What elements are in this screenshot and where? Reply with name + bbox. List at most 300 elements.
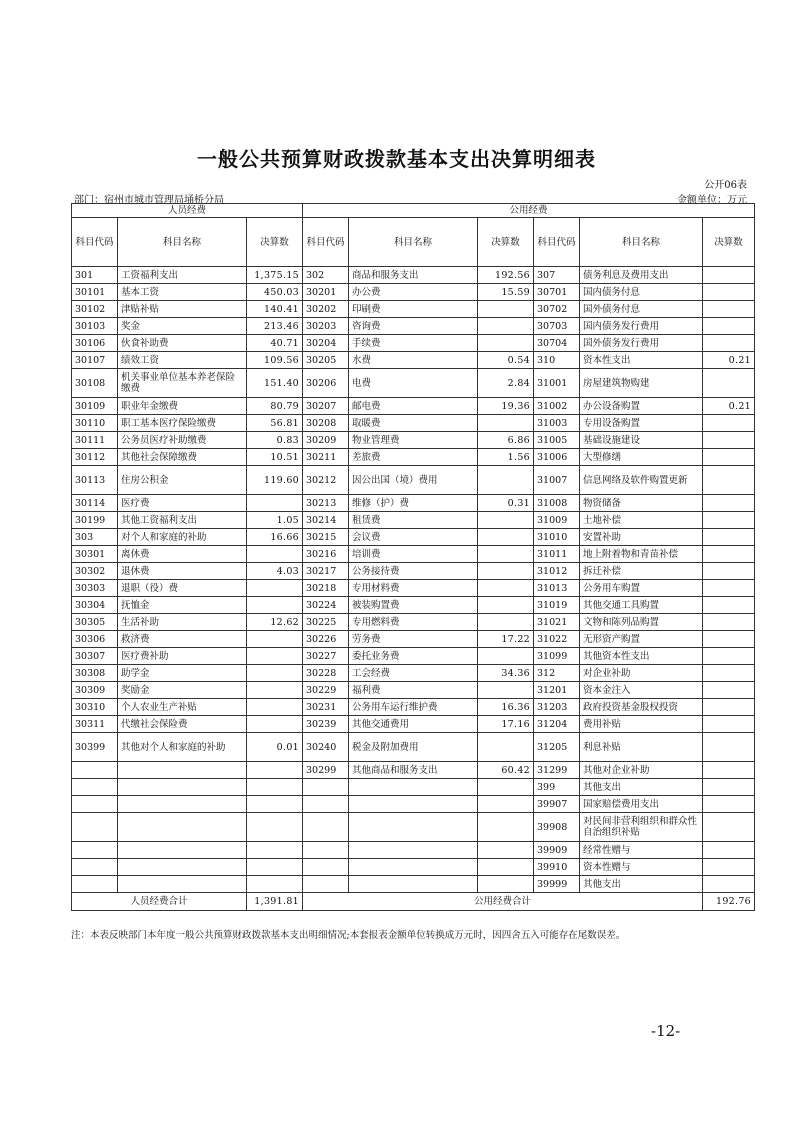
total-personnel-label: 人员经费合计 [72, 893, 247, 911]
subject-name: 大型修缮 [580, 449, 703, 466]
amount-value [247, 876, 303, 893]
subject-name: 信息网络及软件购置更新 [580, 466, 703, 495]
subject-name: 维修（护）费 [349, 495, 478, 512]
subject-code: 30204 [303, 335, 349, 352]
amount-value [247, 859, 303, 876]
subject-code: 30211 [303, 449, 349, 466]
amount-value [703, 318, 755, 335]
amount-value [703, 495, 755, 512]
subject-name: 公务接待费 [349, 563, 478, 580]
subject-name: 职业年金缴费 [118, 398, 247, 415]
amount-value: 40.71 [247, 335, 303, 352]
subject-name: 抚恤金 [118, 597, 247, 614]
amount-value: 2.84 [478, 369, 534, 398]
subject-name: 对企业补助 [580, 665, 703, 682]
subject-name: 退休费 [118, 563, 247, 580]
subject-code: 30103 [72, 318, 118, 335]
subject-name [349, 796, 478, 813]
subject-name: 国外债务发行费用 [580, 335, 703, 352]
subject-code: 30110 [72, 415, 118, 432]
subject-name: 国内债务付息 [580, 284, 703, 301]
amount-value [247, 682, 303, 699]
amount-value [703, 733, 755, 762]
subject-code: 30107 [72, 352, 118, 369]
subject-code: 31010 [534, 529, 580, 546]
subject-name: 基本工资 [118, 284, 247, 301]
subject-code: 30228 [303, 665, 349, 682]
amount-value: 192.56 [478, 267, 534, 284]
amount-value [703, 648, 755, 665]
amount-value [703, 580, 755, 597]
amount-value [703, 301, 755, 318]
amount-value: 15.59 [478, 284, 534, 301]
subject-name: 福利费 [349, 682, 478, 699]
subject-name: 债务利息及费用支出 [580, 267, 703, 284]
subject-code: 31299 [534, 762, 580, 779]
amount-value: 119.60 [247, 466, 303, 495]
subject-name: 租赁费 [349, 512, 478, 529]
subject-name: 奖金 [118, 318, 247, 335]
col-amount-header: 决算数 [247, 218, 303, 267]
table-row [72, 398, 755, 415]
amount-value [703, 449, 755, 466]
subject-name: 文物和陈列品购置 [580, 614, 703, 631]
subject-code: 30305 [72, 614, 118, 631]
subject-name: 公务员医疗补助缴费 [118, 432, 247, 449]
amount-value [247, 648, 303, 665]
amount-value [478, 563, 534, 580]
subject-code: 30225 [303, 614, 349, 631]
amount-value [703, 716, 755, 733]
subject-name [349, 813, 478, 842]
subject-code: 30240 [303, 733, 349, 762]
amount-value [703, 563, 755, 580]
amount-value: 0.54 [478, 352, 534, 369]
page-title: 一般公共预算财政拨款基本支出决算明细表 [197, 147, 596, 171]
subject-name: 退职（役）费 [118, 580, 247, 597]
amount-value: 16.66 [247, 529, 303, 546]
subject-name: 伙食补助费 [118, 335, 247, 352]
table-row [72, 580, 755, 597]
amount-value: 0.83 [247, 432, 303, 449]
amount-value [247, 842, 303, 859]
subject-name [118, 842, 247, 859]
amount-value: 80.79 [247, 398, 303, 415]
amount-value: 12.62 [247, 614, 303, 631]
subject-name: 拆迁补偿 [580, 563, 703, 580]
amount-value [247, 495, 303, 512]
subject-code [72, 762, 118, 779]
subject-code: 30214 [303, 512, 349, 529]
amount-value [703, 762, 755, 779]
subject-name: 费用补贴 [580, 716, 703, 733]
subject-name: 水费 [349, 352, 478, 369]
subject-name: 委托业务费 [349, 648, 478, 665]
amount-value [247, 796, 303, 813]
subject-code: 39907 [534, 796, 580, 813]
subject-code: 30306 [72, 631, 118, 648]
amount-value [703, 665, 755, 682]
col-code-header: 科目代码 [534, 218, 580, 267]
table-row [72, 415, 755, 432]
table-row [72, 318, 755, 335]
subject-code: 31203 [534, 699, 580, 716]
subject-name: 工资福利支出 [118, 267, 247, 284]
subject-name: 其他交通工具购置 [580, 597, 703, 614]
subject-code: 30308 [72, 665, 118, 682]
subject-name: 资本金注入 [580, 682, 703, 699]
subject-code: 31022 [534, 631, 580, 648]
subject-code: 30311 [72, 716, 118, 733]
amount-value [703, 432, 755, 449]
table-row [72, 796, 755, 813]
subject-code: 31002 [534, 398, 580, 415]
table-row [72, 716, 755, 733]
col-code-header: 科目代码 [303, 218, 349, 267]
subject-code: 30299 [303, 762, 349, 779]
subject-name: 经常性赠与 [580, 842, 703, 859]
subject-name [118, 779, 247, 796]
subject-name [118, 813, 247, 842]
subject-code: 31001 [534, 369, 580, 398]
subject-code: 31005 [534, 432, 580, 449]
subject-code: 30208 [303, 415, 349, 432]
subject-code: 30229 [303, 682, 349, 699]
subject-name: 代缴社会保险费 [118, 716, 247, 733]
subject-name: 办公设备购置 [580, 398, 703, 415]
subject-code: 31009 [534, 512, 580, 529]
table-row [72, 284, 755, 301]
subject-name: 无形资产购置 [580, 631, 703, 648]
subject-code: 30227 [303, 648, 349, 665]
subject-name: 利息补贴 [580, 733, 703, 762]
subject-name: 差旅费 [349, 449, 478, 466]
table-row [72, 301, 755, 318]
subject-code: 30199 [72, 512, 118, 529]
subject-code: 30106 [72, 335, 118, 352]
subject-name: 工会经费 [349, 665, 478, 682]
subject-code: 30302 [72, 563, 118, 580]
amount-value [247, 699, 303, 716]
department-label: 部门：宿州市城市管理局埇桥分局 [74, 195, 224, 206]
amount-value [703, 529, 755, 546]
table-row [72, 859, 755, 876]
subject-name: 其他对个人和家庭的补助 [118, 733, 247, 762]
subject-name: 机关事业单位基本养老保险缴费 [118, 369, 247, 398]
table-row [72, 466, 755, 495]
subject-code [303, 859, 349, 876]
table-row [72, 369, 755, 398]
subject-code: 30702 [534, 301, 580, 318]
amount-value: 56.81 [247, 415, 303, 432]
amount-value: 151.40 [247, 369, 303, 398]
amount-value [478, 779, 534, 796]
subject-name: 专用材料费 [349, 580, 478, 597]
amount-value [478, 546, 534, 563]
subject-name: 津贴补贴 [118, 301, 247, 318]
subject-code: 39999 [534, 876, 580, 893]
amount-value [247, 665, 303, 682]
amount-value [478, 529, 534, 546]
subject-code: 39908 [534, 813, 580, 842]
subject-code: 31011 [534, 546, 580, 563]
subject-name: 其他支出 [580, 876, 703, 893]
subject-code: 30303 [72, 580, 118, 597]
subject-code: 30112 [72, 449, 118, 466]
subject-code: 31204 [534, 716, 580, 733]
subject-code [72, 859, 118, 876]
amount-value [703, 335, 755, 352]
col-name-header: 科目名称 [580, 218, 703, 267]
table-row [72, 495, 755, 512]
subject-name: 医疗费 [118, 495, 247, 512]
subject-code: 31006 [534, 449, 580, 466]
subject-name [349, 876, 478, 893]
subject-code: 30239 [303, 716, 349, 733]
amount-value [478, 859, 534, 876]
subject-name: 安置补助 [580, 529, 703, 546]
table-row [72, 842, 755, 859]
col-name-header: 科目名称 [118, 218, 247, 267]
amount-value [478, 580, 534, 597]
amount-value: 1.56 [478, 449, 534, 466]
subject-name: 因公出国（境）费用 [349, 466, 478, 495]
subject-name [118, 859, 247, 876]
subject-code: 30102 [72, 301, 118, 318]
table-row [72, 546, 755, 563]
subject-code: 31019 [534, 597, 580, 614]
subject-name [349, 859, 478, 876]
subject-name: 公务用车运行维护费 [349, 699, 478, 716]
amount-value [703, 284, 755, 301]
amount-value [247, 813, 303, 842]
subject-name: 基础设施建设 [580, 432, 703, 449]
amount-value: 60.42 [478, 762, 534, 779]
subject-name: 国内债务发行费用 [580, 318, 703, 335]
subject-code [72, 842, 118, 859]
subject-name: 绩效工资 [118, 352, 247, 369]
subject-code: 30231 [303, 699, 349, 716]
amount-value [478, 614, 534, 631]
amount-value: 34.36 [478, 665, 534, 682]
amount-value [247, 580, 303, 597]
amount-value: 0.01 [247, 733, 303, 762]
subject-name: 职工基本医疗保险缴费 [118, 415, 247, 432]
subject-code: 30113 [72, 466, 118, 495]
subject-code [303, 876, 349, 893]
subject-code: 30202 [303, 301, 349, 318]
amount-value: 450.03 [247, 284, 303, 301]
table-row [72, 597, 755, 614]
subject-name: 住房公积金 [118, 466, 247, 495]
subject-name: 电费 [349, 369, 478, 398]
table-row [72, 648, 755, 665]
subject-name: 其他支出 [580, 779, 703, 796]
subject-code: 30218 [303, 580, 349, 597]
subject-name: 奖励金 [118, 682, 247, 699]
subject-name: 商品和服务支出 [349, 267, 478, 284]
subject-name: 医疗费补助 [118, 648, 247, 665]
subject-code: 31099 [534, 648, 580, 665]
subject-code [72, 796, 118, 813]
amount-value [478, 318, 534, 335]
amount-value [247, 716, 303, 733]
subject-code: 399 [534, 779, 580, 796]
amount-value [478, 876, 534, 893]
subject-name: 取暖费 [349, 415, 478, 432]
amount-value: 0.21 [703, 352, 755, 369]
subject-name: 劳务费 [349, 631, 478, 648]
subject-code: 31007 [534, 466, 580, 495]
subject-code: 30701 [534, 284, 580, 301]
subject-name: 土地补偿 [580, 512, 703, 529]
amount-value [703, 876, 755, 893]
footnote: 注：本表反映部门本年度一般公共预算财政拨款基本支出明细情况;本套报表金额单位转换成万元时，因四舍五入可能存在尾数误差。 [71, 930, 626, 941]
amount-value [703, 512, 755, 529]
table-row [72, 876, 755, 893]
subject-name: 对民间非营利组织和群众性自治组织补贴 [580, 813, 703, 842]
table-row [72, 267, 755, 284]
amount-value [478, 813, 534, 842]
table-row [72, 631, 755, 648]
amount-value [703, 369, 755, 398]
subject-name: 被装购置费 [349, 597, 478, 614]
subject-code: 303 [72, 529, 118, 546]
subject-code: 31003 [534, 415, 580, 432]
amount-value: 17.22 [478, 631, 534, 648]
amount-value [478, 415, 534, 432]
subject-code: 30399 [72, 733, 118, 762]
amount-value [703, 699, 755, 716]
subject-name [118, 876, 247, 893]
subject-name: 专用燃料费 [349, 614, 478, 631]
expenditure-table [71, 203, 755, 911]
subject-name [118, 796, 247, 813]
subject-name: 印刷费 [349, 301, 478, 318]
subject-code: 30304 [72, 597, 118, 614]
amount-value: 1.05 [247, 512, 303, 529]
amount-value [703, 546, 755, 563]
amount-value: 17.16 [478, 716, 534, 733]
subject-name [118, 762, 247, 779]
subject-name: 助学金 [118, 665, 247, 682]
subject-name: 其他社会保障缴费 [118, 449, 247, 466]
subject-code: 30108 [72, 369, 118, 398]
subject-code [72, 876, 118, 893]
subject-name: 离休费 [118, 546, 247, 563]
total-personnel-value: 1,391.81 [247, 893, 303, 911]
subject-code: 31008 [534, 495, 580, 512]
subject-code: 31013 [534, 580, 580, 597]
table-row [72, 665, 755, 682]
amount-value [478, 597, 534, 614]
form-number: 公开06表 [704, 180, 747, 191]
table-row [72, 813, 755, 842]
subject-code: 30212 [303, 466, 349, 495]
col-name-header: 科目名称 [349, 218, 478, 267]
subject-code: 30217 [303, 563, 349, 580]
amount-value [703, 796, 755, 813]
subject-name: 其他交通费用 [349, 716, 478, 733]
amount-value [703, 614, 755, 631]
subject-name: 办公费 [349, 284, 478, 301]
section-personnel: 人员经费 [72, 204, 303, 218]
table-row [72, 352, 755, 369]
subject-name: 地上附着物和青苗补偿 [580, 546, 703, 563]
table-row [72, 762, 755, 779]
table-row [72, 432, 755, 449]
total-public-value: 192.76 [703, 893, 755, 911]
table-row [72, 614, 755, 631]
amount-value [478, 512, 534, 529]
subject-name: 税金及附加费用 [349, 733, 478, 762]
amount-value [247, 597, 303, 614]
subject-code [303, 779, 349, 796]
subject-code: 30307 [72, 648, 118, 665]
subject-code: 30209 [303, 432, 349, 449]
amount-value: 0.31 [478, 495, 534, 512]
subject-code: 39909 [534, 842, 580, 859]
table-row [72, 512, 755, 529]
subject-name: 国外债务付息 [580, 301, 703, 318]
subject-name: 生活补助 [118, 614, 247, 631]
amount-value [703, 842, 755, 859]
amount-value [703, 415, 755, 432]
subject-code: 30309 [72, 682, 118, 699]
subject-name: 公务用车购置 [580, 580, 703, 597]
subject-name: 国家赔偿费用支出 [580, 796, 703, 813]
subject-name: 其他工资福利支出 [118, 512, 247, 529]
subject-code: 30203 [303, 318, 349, 335]
subject-name: 房屋建筑物购建 [580, 369, 703, 398]
subject-name: 其他资本性支出 [580, 648, 703, 665]
amount-value: 16.36 [478, 699, 534, 716]
subject-code: 312 [534, 665, 580, 682]
subject-name: 物业管理费 [349, 432, 478, 449]
subject-code: 30226 [303, 631, 349, 648]
subject-code: 30111 [72, 432, 118, 449]
subject-code: 30109 [72, 398, 118, 415]
subject-code: 39910 [534, 859, 580, 876]
amount-value [478, 842, 534, 859]
subject-name: 咨询费 [349, 318, 478, 335]
col-amount-header: 决算数 [703, 218, 755, 267]
subject-code: 30301 [72, 546, 118, 563]
section-header-row [72, 204, 755, 218]
subject-code: 30101 [72, 284, 118, 301]
amount-value [703, 267, 755, 284]
col-amount-header: 决算数 [478, 218, 534, 267]
subject-name: 政府投资基金股权投资 [580, 699, 703, 716]
subject-code: 30310 [72, 699, 118, 716]
subject-name [349, 779, 478, 796]
column-header-row [72, 218, 755, 267]
amount-value [703, 682, 755, 699]
subject-code: 30205 [303, 352, 349, 369]
subject-code: 30114 [72, 495, 118, 512]
amount-value: 213.46 [247, 318, 303, 335]
subject-code: 30704 [534, 335, 580, 352]
amount-value [478, 796, 534, 813]
amount-value [478, 466, 534, 495]
subject-name: 救济费 [118, 631, 247, 648]
subject-code: 30201 [303, 284, 349, 301]
amount-value [703, 631, 755, 648]
amount-value [247, 779, 303, 796]
amount-value: 4.03 [247, 563, 303, 580]
subject-name: 专用设备购置 [580, 415, 703, 432]
amount-value: 1,375.15 [247, 267, 303, 284]
